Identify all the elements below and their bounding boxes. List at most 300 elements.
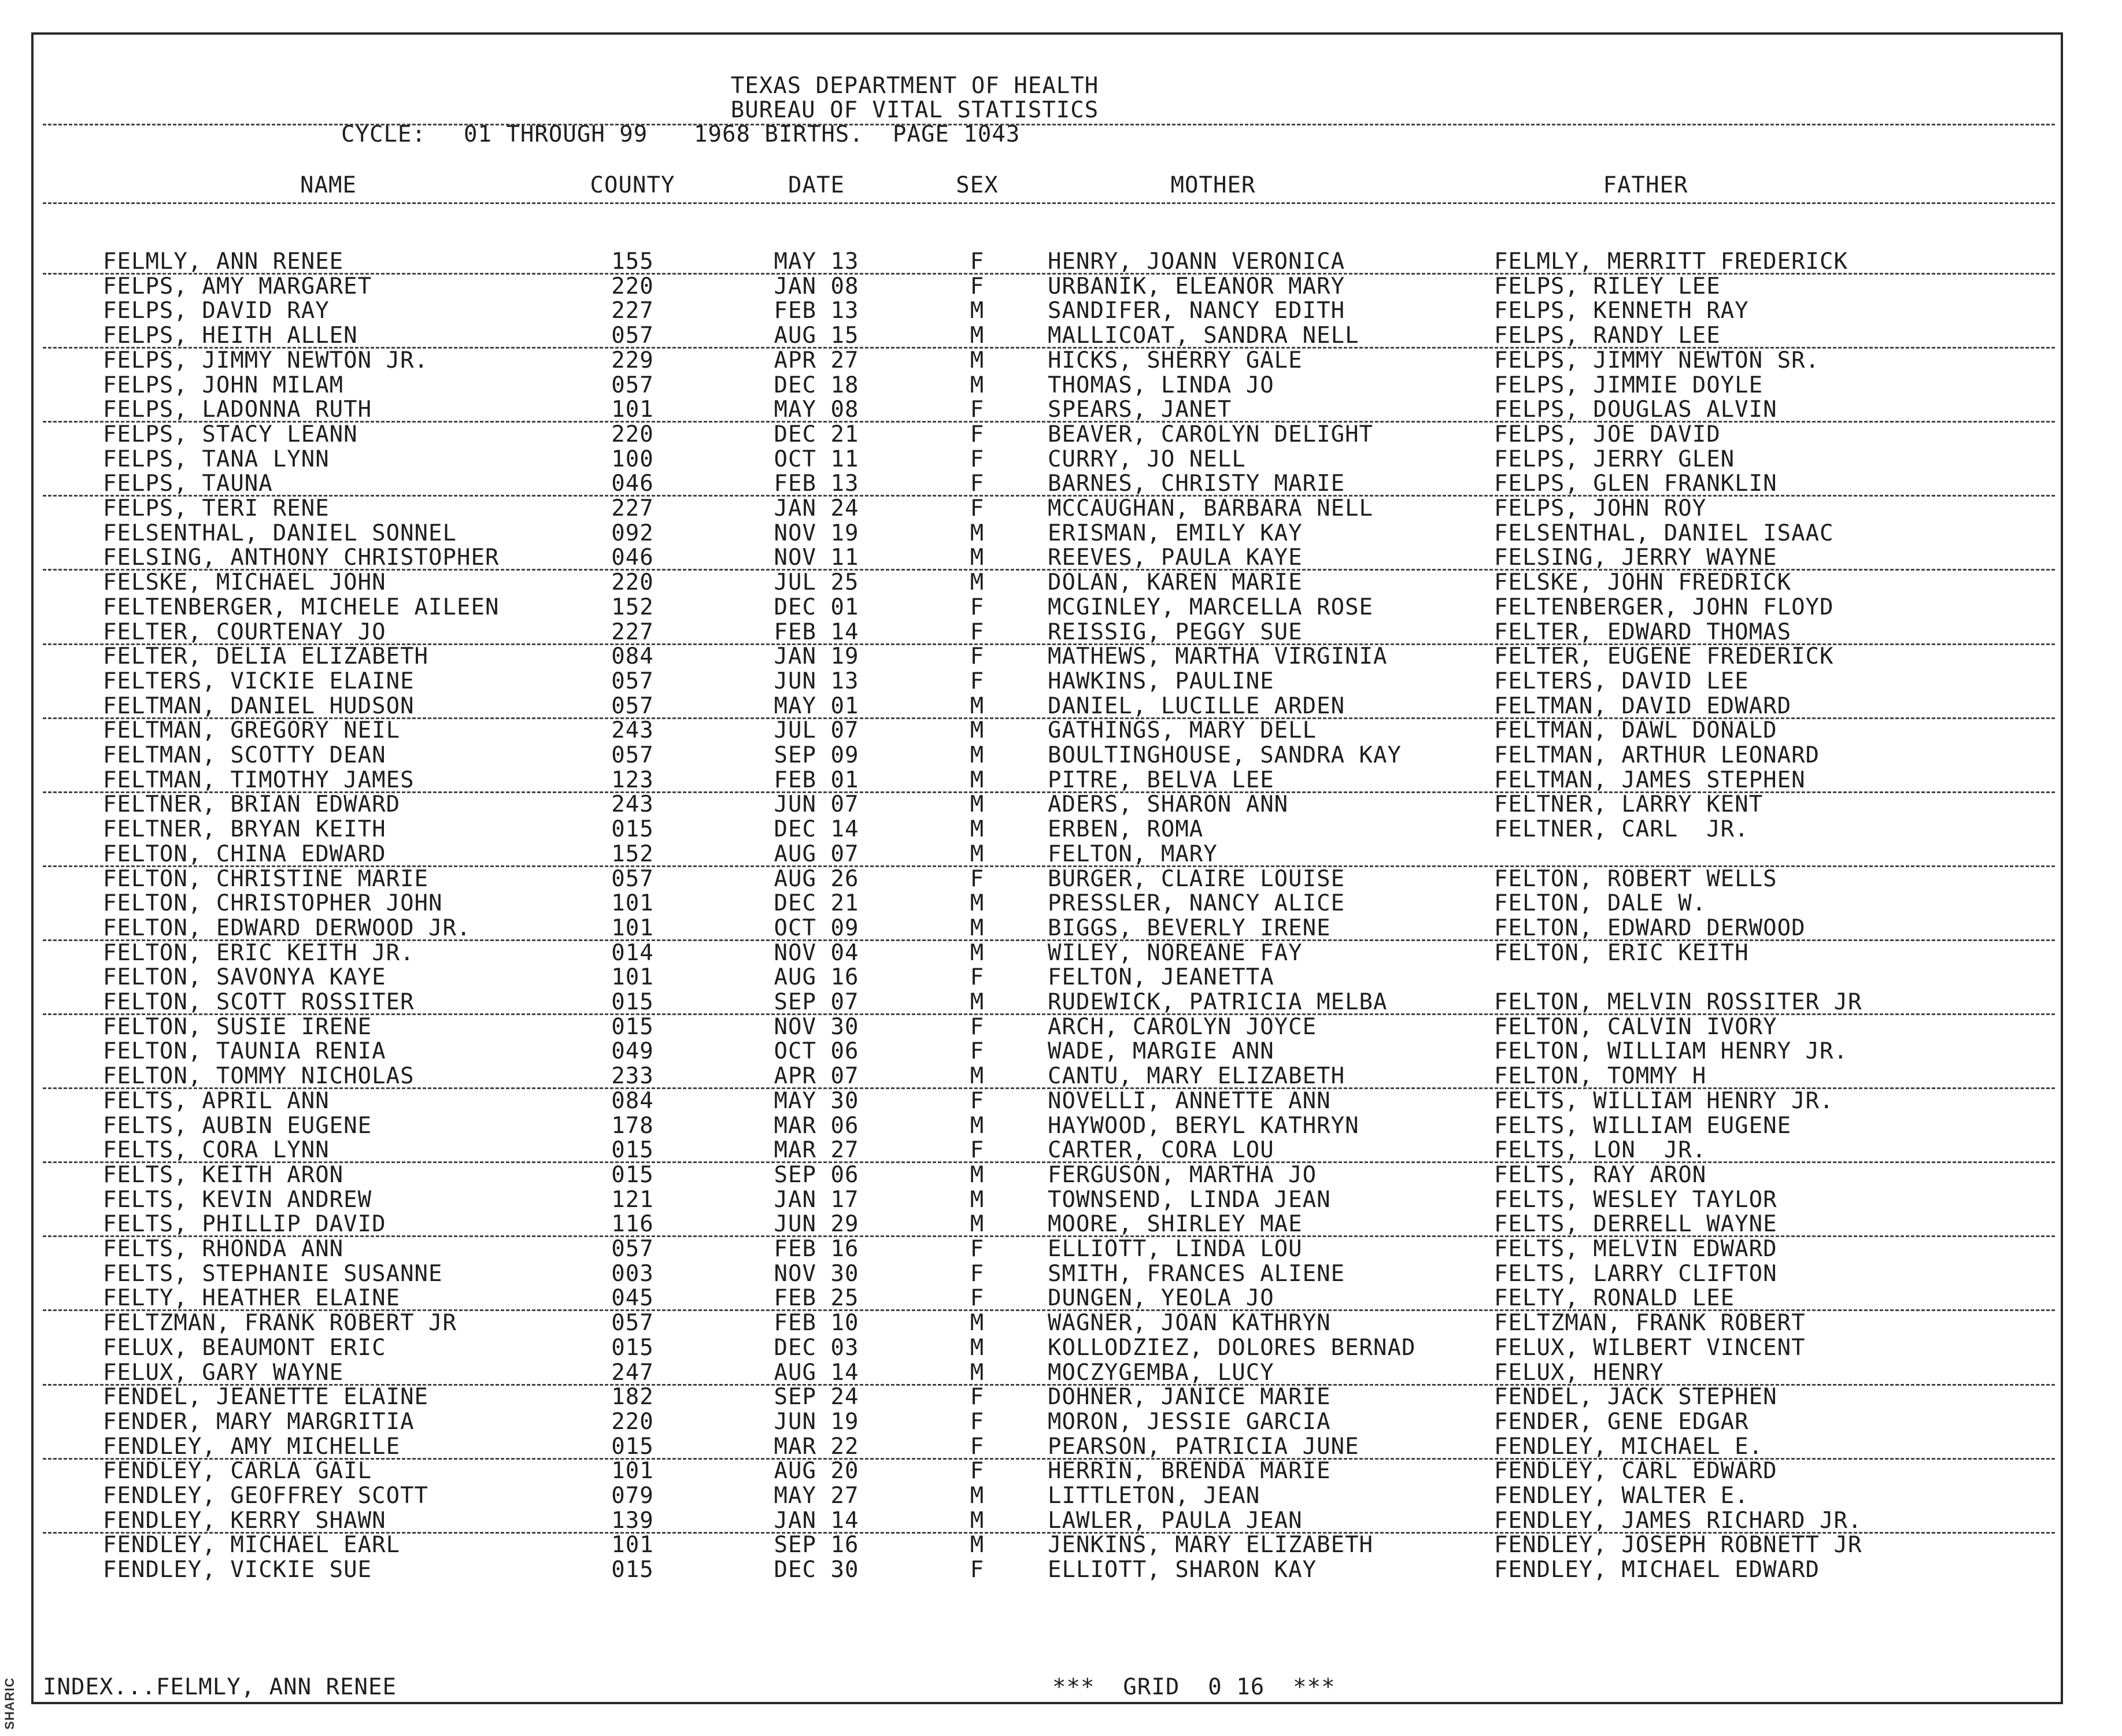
- cell-father: FELSING, JERRY WAYNE: [1494, 545, 1777, 571]
- cell-father: FENDLEY, MICHAEL EDWARD: [1494, 1557, 1820, 1583]
- cell-county: 101: [611, 964, 654, 990]
- cell-sex: M: [970, 1532, 985, 1558]
- cell-date: SEP 16: [774, 1532, 859, 1558]
- cell-name: FENDLEY, GEOFFREY SCOTT: [103, 1483, 429, 1509]
- cell-county: 046: [611, 545, 654, 571]
- cell-sex: M: [970, 347, 985, 373]
- cell-date: MAR 06: [774, 1113, 859, 1139]
- grid-label: *** GRID 0 16 ***: [1052, 1674, 1336, 1700]
- cell-sex: F: [970, 1014, 985, 1040]
- cell-name: FELPS, LADONNA RUTH: [103, 397, 372, 423]
- cell-county: 046: [611, 471, 654, 497]
- cell-county: 182: [611, 1384, 654, 1410]
- cell-county: 015: [611, 1162, 654, 1188]
- cell-sex: F: [970, 668, 985, 694]
- cell-name: FELUX, BEAUMONT ERIC: [103, 1335, 386, 1361]
- cell-county: 220: [611, 421, 654, 447]
- cell-father: FELTNER, LARRY KENT: [1494, 791, 1764, 817]
- cell-date: MAY 08: [774, 397, 859, 423]
- cell-mother: MOORE, SHIRLEY MAE: [1048, 1211, 1303, 1237]
- cell-mother: DANIEL, LUCILLE ARDEN: [1048, 693, 1345, 719]
- cell-county: 015: [611, 1014, 654, 1040]
- cell-county: 057: [611, 1310, 654, 1336]
- cell-date: JAN 17: [774, 1187, 859, 1213]
- cell-father: FELTON, MELVIN ROSSITER JR: [1494, 989, 1862, 1015]
- cell-name: FELTON, CHRISTOPHER JOHN: [103, 890, 443, 916]
- cell-mother: SPEARS, JANET: [1048, 397, 1232, 423]
- cell-county: 116: [611, 1211, 654, 1237]
- cell-father: FELMLY, MERRITT FREDERICK: [1494, 249, 1848, 275]
- cell-mother: DOLAN, KAREN MARIE: [1048, 569, 1303, 595]
- cell-father: FELPS, JOE DAVID: [1494, 421, 1721, 447]
- cell-name: FENDEL, JEANETTE ELAINE: [103, 1384, 429, 1410]
- cell-mother: DUNGEN, YEOLA JO: [1048, 1285, 1274, 1311]
- cell-name: FELTS, PHILLIP DAVID: [103, 1211, 386, 1237]
- cell-county: 121: [611, 1187, 654, 1213]
- cell-sex: M: [970, 569, 985, 595]
- cell-name: FELTS, APRIL ANN: [103, 1088, 330, 1114]
- cell-name: FELTON, TOMMY NICHOLAS: [103, 1063, 415, 1089]
- cell-mother: TOWNSEND, LINDA JEAN: [1048, 1187, 1331, 1213]
- cell-county: 101: [611, 397, 654, 423]
- index-label: INDEX...FELMLY, ANN RENEE: [43, 1674, 397, 1700]
- cell-sex: F: [970, 1038, 985, 1064]
- cell-date: JAN 14: [774, 1508, 859, 1534]
- cell-county: 229: [611, 347, 654, 373]
- cell-date: DEC 21: [774, 890, 859, 916]
- cell-mother: URBANIK, ELEANOR MARY: [1048, 273, 1345, 299]
- cell-date: AUG 14: [774, 1360, 859, 1386]
- cell-county: 227: [611, 298, 654, 324]
- cell-mother: DOHNER, JANICE MARIE: [1048, 1384, 1331, 1410]
- cell-date: MAY 27: [774, 1483, 859, 1509]
- cell-date: FEB 25: [774, 1285, 859, 1311]
- column-header-father: FATHER: [1603, 172, 1688, 198]
- cell-father: FELTMAN, DAWL DONALD: [1494, 717, 1777, 743]
- cell-father: FELUX, WILBERT VINCENT: [1494, 1335, 1806, 1361]
- column-header-name: NAME: [300, 172, 357, 198]
- cell-sex: F: [970, 964, 985, 990]
- cell-father: FELTMAN, DAVID EDWARD: [1494, 693, 1792, 719]
- cell-name: FELPS, TANA LYNN: [103, 446, 330, 472]
- cell-sex: M: [970, 742, 985, 768]
- cell-father: FELTENBERGER, JOHN FLOYD: [1494, 594, 1834, 620]
- cell-county: 247: [611, 1360, 654, 1386]
- cell-county: 015: [611, 989, 654, 1015]
- cell-father: FELTMAN, JAMES STEPHEN: [1494, 767, 1806, 793]
- cell-date: DEC 01: [774, 594, 859, 620]
- cell-name: FELPS, TAUNA: [103, 471, 273, 497]
- cell-name: FELTZMAN, FRANK ROBERT JR: [103, 1310, 457, 1336]
- cell-date: DEC 30: [774, 1557, 859, 1583]
- cell-mother: ERISMAN, EMILY KAY: [1048, 520, 1303, 546]
- cell-date: DEC 18: [774, 372, 859, 398]
- cell-mother: THOMAS, LINDA JO: [1048, 372, 1274, 398]
- cell-name: FELTS, CORA LYNN: [103, 1137, 330, 1163]
- cell-sex: M: [970, 1063, 985, 1089]
- cell-date: JAN 08: [774, 273, 859, 299]
- cell-mother: HERRIN, BRENDA MARIE: [1048, 1458, 1331, 1484]
- cell-sex: F: [970, 1458, 985, 1484]
- cell-name: FENDER, MARY MARGRITIA: [103, 1409, 415, 1435]
- cell-sex: M: [970, 989, 985, 1015]
- cell-sex: F: [970, 1261, 985, 1287]
- cell-father: FELPS, KENNETH RAY: [1494, 298, 1749, 324]
- cell-father: FELTS, DERRELL WAYNE: [1494, 1211, 1777, 1237]
- cell-father: FELSENTHAL, DANIEL ISAAC: [1494, 520, 1834, 546]
- cell-sex: F: [970, 1557, 985, 1583]
- cell-date: APR 07: [774, 1063, 859, 1089]
- cell-date: FEB 13: [774, 298, 859, 324]
- cell-county: 178: [611, 1113, 654, 1139]
- cell-father: FELPS, GLEN FRANKLIN: [1494, 471, 1777, 497]
- cell-sex: M: [970, 1483, 985, 1509]
- cell-mother: FERGUSON, MARTHA JO: [1048, 1162, 1317, 1188]
- cell-sex: M: [970, 693, 985, 719]
- cycle-label: CYCLE:: [341, 121, 426, 147]
- cell-date: MAR 27: [774, 1137, 859, 1163]
- cell-sex: M: [970, 520, 985, 546]
- column-header-county: COUNTY: [590, 172, 675, 198]
- cell-sex: M: [970, 298, 985, 324]
- cell-name: FENDLEY, CARLA GAIL: [103, 1458, 372, 1484]
- cell-father: FELPS, DOUGLAS ALVIN: [1494, 397, 1777, 423]
- cell-date: AUG 16: [774, 964, 859, 990]
- cell-county: 092: [611, 520, 654, 546]
- cell-father: FELTMAN, ARTHUR LEONARD: [1494, 742, 1820, 768]
- cell-sex: M: [970, 1187, 985, 1213]
- cell-mother: ADERS, SHARON ANN: [1048, 791, 1289, 817]
- cell-father: FELTON, ERIC KEITH: [1494, 940, 1749, 966]
- cell-county: 101: [611, 1458, 654, 1484]
- cell-father: FENDEL, JACK STEPHEN: [1494, 1384, 1777, 1410]
- cell-sex: F: [970, 397, 985, 423]
- cell-county: 015: [611, 1557, 654, 1583]
- cell-father: FELTON, CALVIN IVORY: [1494, 1014, 1777, 1040]
- cell-name: FELTS, STEPHANIE SUSANNE: [103, 1261, 443, 1287]
- cell-mother: SANDIFER, NANCY EDITH: [1048, 298, 1345, 324]
- cell-county: 057: [611, 866, 654, 892]
- cell-sex: M: [970, 545, 985, 571]
- cell-sex: F: [970, 1409, 985, 1435]
- year-label: 1968 BIRTHS.: [694, 121, 864, 147]
- cell-name: FELTNER, BRIAN EDWARD: [103, 791, 401, 817]
- cell-mother: ELLIOTT, LINDA LOU: [1048, 1236, 1303, 1262]
- cell-county: 227: [611, 495, 654, 521]
- column-header-sex: SEX: [956, 172, 999, 198]
- cell-date: MAY 13: [774, 249, 859, 275]
- cycle-value: 01 THROUGH 99: [464, 121, 648, 147]
- cell-sex: F: [970, 495, 985, 521]
- cell-date: SEP 24: [774, 1384, 859, 1410]
- cell-name: FELTMAN, TIMOTHY JAMES: [103, 767, 415, 793]
- cell-county: 233: [611, 1063, 654, 1089]
- cell-mother: LITTLETON, JEAN: [1048, 1483, 1260, 1509]
- cell-name: FELTON, ERIC KEITH JR.: [103, 940, 415, 966]
- cell-mother: MORON, JESSIE GARCIA: [1048, 1409, 1331, 1435]
- cell-mother: PITRE, BELVA LEE: [1048, 767, 1274, 793]
- cell-county: 057: [611, 1236, 654, 1262]
- cell-sex: F: [970, 643, 985, 669]
- header-divider: [43, 124, 2055, 125]
- cell-mother: BOULTINGHOUSE, SANDRA KAY: [1048, 742, 1402, 768]
- cell-county: 049: [611, 1038, 654, 1064]
- cell-date: MAY 30: [774, 1088, 859, 1114]
- cell-father: FENDER, GENE EDGAR: [1494, 1409, 1749, 1435]
- cell-date: NOV 19: [774, 520, 859, 546]
- cell-sex: F: [970, 1434, 985, 1460]
- cell-date: APR 27: [774, 347, 859, 373]
- cell-sex: M: [970, 915, 985, 941]
- cell-sex: M: [970, 940, 985, 966]
- cell-name: FELTNER, BRYAN KEITH: [103, 816, 386, 842]
- column-header-date: DATE: [788, 172, 845, 198]
- cell-name: FELTMAN, DANIEL HUDSON: [103, 693, 415, 719]
- cell-name: FELPS, DAVID RAY: [103, 298, 330, 324]
- cell-sex: F: [970, 249, 985, 275]
- cell-county: 243: [611, 717, 654, 743]
- cell-name: FELSENTHAL, DANIEL SONNEL: [103, 520, 457, 546]
- cell-father: FELTS, RAY ARON: [1494, 1162, 1707, 1188]
- cell-county: 139: [611, 1508, 654, 1534]
- cell-date: SEP 07: [774, 989, 859, 1015]
- header-line-1: TEXAS DEPARTMENT OF HEALTH: [730, 73, 1099, 99]
- cell-father: FENDLEY, JAMES RICHARD JR.: [1494, 1508, 1862, 1534]
- cell-name: FELTS, RHONDA ANN: [103, 1236, 344, 1262]
- cell-date: AUG 26: [774, 866, 859, 892]
- cell-county: 057: [611, 372, 654, 398]
- cell-father: FELSKE, JOHN FREDRICK: [1494, 569, 1792, 595]
- cell-mother: CARTER, CORA LOU: [1048, 1137, 1274, 1163]
- cell-name: FELPS, TERI RENE: [103, 495, 330, 521]
- cell-father: FELTON, WILLIAM HENRY JR.: [1494, 1038, 1848, 1064]
- page-label: PAGE 1043: [893, 121, 1021, 147]
- cell-name: FELMLY, ANN RENEE: [103, 249, 344, 275]
- cell-county: 015: [611, 1137, 654, 1163]
- cell-date: JAN 19: [774, 643, 859, 669]
- cell-name: FENDLEY, KERRY SHAWN: [103, 1508, 386, 1534]
- cell-father: FENDLEY, MICHAEL E.: [1494, 1434, 1764, 1460]
- cell-sex: M: [970, 816, 985, 842]
- cell-county: 220: [611, 273, 654, 299]
- cell-name: FELPS, JIMMY NEWTON JR.: [103, 347, 429, 373]
- cell-sex: M: [970, 372, 985, 398]
- cell-name: FELTON, SCOTT ROSSITER: [103, 989, 415, 1015]
- cell-date: AUG 15: [774, 323, 859, 349]
- cell-county: 220: [611, 1409, 654, 1435]
- cell-father: FELPS, RANDY LEE: [1494, 323, 1721, 349]
- cell-county: 100: [611, 446, 654, 472]
- cell-father: FELTS, WILLIAM EUGENE: [1494, 1113, 1792, 1139]
- cell-mother: PEARSON, PATRICIA JUNE: [1048, 1434, 1359, 1460]
- cell-mother: SMITH, FRANCES ALIENE: [1048, 1261, 1345, 1287]
- cell-county: 057: [611, 323, 654, 349]
- cell-father: FELPS, JERRY GLEN: [1494, 446, 1735, 472]
- side-label: SHARIC: [2, 1677, 17, 1730]
- cell-county: 079: [611, 1483, 654, 1509]
- cell-name: FELTON, SAVONYA KAYE: [103, 964, 386, 990]
- cell-mother: BARNES, CHRISTY MARIE: [1048, 471, 1345, 497]
- cell-mother: PRESSLER, NANCY ALICE: [1048, 890, 1345, 916]
- cell-mother: MOCZYGEMBA, LUCY: [1048, 1360, 1274, 1386]
- cell-father: FELTY, RONALD LEE: [1494, 1285, 1735, 1311]
- cell-date: SEP 09: [774, 742, 859, 768]
- cell-county: 152: [611, 841, 654, 867]
- cell-county: 123: [611, 767, 654, 793]
- cell-mother: JENKINS, MARY ELIZABETH: [1048, 1532, 1374, 1558]
- cell-mother: MCGINLEY, MARCELLA ROSE: [1048, 594, 1374, 620]
- cell-father: FELUX, HENRY: [1494, 1360, 1664, 1386]
- cell-mother: HAWKINS, PAULINE: [1048, 668, 1274, 694]
- cell-sex: F: [970, 1137, 985, 1163]
- cell-name: FELTS, KEVIN ANDREW: [103, 1187, 372, 1213]
- cell-name: FENDLEY, MICHAEL EARL: [103, 1532, 401, 1558]
- cell-mother: WADE, MARGIE ANN: [1048, 1038, 1274, 1064]
- cell-date: JAN 24: [774, 495, 859, 521]
- cell-name: FELTY, HEATHER ELAINE: [103, 1285, 401, 1311]
- cell-father: FELTER, EDWARD THOMAS: [1494, 619, 1792, 645]
- column-header-mother: MOTHER: [1170, 172, 1256, 198]
- cell-name: FELSING, ANTHONY CHRISTOPHER: [103, 545, 500, 571]
- cell-father: FELPS, JIMMIE DOYLE: [1494, 372, 1764, 398]
- cell-sex: F: [970, 1088, 985, 1114]
- cell-sex: M: [970, 1360, 985, 1386]
- column-header-divider: [43, 202, 2055, 204]
- cell-date: JUN 29: [774, 1211, 859, 1237]
- cell-mother: ELLIOTT, SHARON KAY: [1048, 1557, 1317, 1583]
- cell-name: FELTS, KEITH ARON: [103, 1162, 344, 1188]
- cell-county: 057: [611, 693, 654, 719]
- cell-name: FELPS, HEITH ALLEN: [103, 323, 358, 349]
- cell-name: FELTENBERGER, MICHELE AILEEN: [103, 594, 500, 620]
- cell-date: DEC 21: [774, 421, 859, 447]
- cell-county: 057: [611, 668, 654, 694]
- cell-mother: BURGER, CLAIRE LOUISE: [1048, 866, 1345, 892]
- cell-county: 084: [611, 643, 654, 669]
- cell-sex: M: [970, 1113, 985, 1139]
- cell-mother: BEAVER, CAROLYN DELIGHT: [1048, 421, 1374, 447]
- cell-mother: CANTU, MARY ELIZABETH: [1048, 1063, 1345, 1089]
- cell-county: 101: [611, 890, 654, 916]
- cell-father: FELTON, TOMMY H: [1494, 1063, 1707, 1089]
- cell-name: FELTER, DELIA ELIZABETH: [103, 643, 429, 669]
- cell-date: MAR 22: [774, 1434, 859, 1460]
- cell-sex: F: [970, 866, 985, 892]
- cell-mother: BIGGS, BEVERLY IRENE: [1048, 915, 1331, 941]
- cell-mother: FELTON, JEANETTA: [1048, 964, 1274, 990]
- cell-county: 003: [611, 1261, 654, 1287]
- cell-name: FELPS, STACY LEANN: [103, 421, 358, 447]
- cell-father: FELTS, WILLIAM HENRY JR.: [1494, 1088, 1834, 1114]
- cell-name: FELTS, AUBIN EUGENE: [103, 1113, 372, 1139]
- cell-sex: F: [970, 471, 985, 497]
- cell-date: FEB 16: [774, 1236, 859, 1262]
- cell-name: FELTERS, VICKIE ELAINE: [103, 668, 415, 694]
- cell-county: 015: [611, 1434, 654, 1460]
- cell-sex: F: [970, 1285, 985, 1311]
- cell-mother: NOVELLI, ANNETTE ANN: [1048, 1088, 1331, 1114]
- cell-name: FELTER, COURTENAY JO: [103, 619, 386, 645]
- cell-date: OCT 11: [774, 446, 859, 472]
- cell-sex: M: [970, 841, 985, 867]
- cell-county: 220: [611, 569, 654, 595]
- cell-name: FELTON, CHINA EDWARD: [103, 841, 386, 867]
- cell-father: FENDLEY, CARL EDWARD: [1494, 1458, 1777, 1484]
- cell-county: 101: [611, 915, 654, 941]
- cell-father: FELTERS, DAVID LEE: [1494, 668, 1749, 694]
- cell-date: FEB 14: [774, 619, 859, 645]
- cell-sex: F: [970, 273, 985, 299]
- cell-county: 155: [611, 249, 654, 275]
- cell-mother: RUDEWICK, PATRICIA MELBA: [1048, 989, 1388, 1015]
- cell-county: 057: [611, 742, 654, 768]
- cell-date: OCT 06: [774, 1038, 859, 1064]
- cell-county: 152: [611, 594, 654, 620]
- cell-name: FELTMAN, GREGORY NEIL: [103, 717, 401, 743]
- cell-name: FELTON, SUSIE IRENE: [103, 1014, 372, 1040]
- cell-mother: ERBEN, ROMA: [1048, 816, 1204, 842]
- cell-sex: M: [970, 1508, 985, 1534]
- cell-county: 045: [611, 1285, 654, 1311]
- cell-father: FENDLEY, WALTER E.: [1494, 1483, 1749, 1509]
- cell-father: FELPS, JIMMY NEWTON SR.: [1494, 347, 1820, 373]
- cell-father: FELTS, LON JR.: [1494, 1137, 1707, 1163]
- cell-father: FELPS, JOHN ROY: [1494, 495, 1707, 521]
- cell-date: DEC 14: [774, 816, 859, 842]
- cell-mother: WILEY, NOREANE FAY: [1048, 940, 1303, 966]
- cell-date: JUL 07: [774, 717, 859, 743]
- cell-sex: M: [970, 1335, 985, 1361]
- cell-date: AUG 20: [774, 1458, 859, 1484]
- cell-date: FEB 13: [774, 471, 859, 497]
- cell-mother: GATHINGS, MARY DELL: [1048, 717, 1317, 743]
- cell-mother: ARCH, CAROLYN JOYCE: [1048, 1014, 1317, 1040]
- cell-father: FELTS, LARRY CLIFTON: [1494, 1261, 1777, 1287]
- cell-date: JUN 13: [774, 668, 859, 694]
- cell-county: 015: [611, 816, 654, 842]
- cell-mother: FELTON, MARY: [1048, 841, 1218, 867]
- cell-sex: F: [970, 1236, 985, 1262]
- cell-father: FELTS, MELVIN EDWARD: [1494, 1236, 1777, 1262]
- cell-father: FELPS, RILEY LEE: [1494, 273, 1721, 299]
- cell-sex: M: [970, 767, 985, 793]
- cell-sex: F: [970, 619, 985, 645]
- cell-date: NOV 11: [774, 545, 859, 571]
- cell-mother: HICKS, SHERRY GALE: [1048, 347, 1303, 373]
- cell-date: DEC 03: [774, 1335, 859, 1361]
- cell-father: FELTON, DALE W.: [1494, 890, 1707, 916]
- cell-date: JUL 25: [774, 569, 859, 595]
- cell-mother: MATHEWS, MARTHA VIRGINIA: [1048, 643, 1388, 669]
- cell-mother: KOLLODZIEZ, DOLORES BERNAD: [1048, 1335, 1416, 1361]
- cell-name: FELTMAN, SCOTTY DEAN: [103, 742, 386, 768]
- cell-name: FENDLEY, AMY MICHELLE: [103, 1434, 401, 1460]
- cell-sex: F: [970, 421, 985, 447]
- cell-mother: MALLICOAT, SANDRA NELL: [1048, 323, 1359, 349]
- cell-father: FELTNER, CARL JR.: [1494, 816, 1749, 842]
- cell-mother: CURRY, JO NELL: [1048, 446, 1246, 472]
- cell-name: FELTON, EDWARD DERWOOD JR.: [103, 915, 471, 941]
- cell-mother: WAGNER, JOAN KATHRYN: [1048, 1310, 1331, 1336]
- cell-sex: M: [970, 890, 985, 916]
- cell-mother: MCCAUGHAN, BARBARA NELL: [1048, 495, 1374, 521]
- cell-date: SEP 06: [774, 1162, 859, 1188]
- cell-mother: REEVES, PAULA KAYE: [1048, 545, 1303, 571]
- cell-date: AUG 07: [774, 841, 859, 867]
- cell-sex: F: [970, 1384, 985, 1410]
- cell-father: FELTS, WESLEY TAYLOR: [1494, 1187, 1777, 1213]
- cell-sex: M: [970, 1162, 985, 1188]
